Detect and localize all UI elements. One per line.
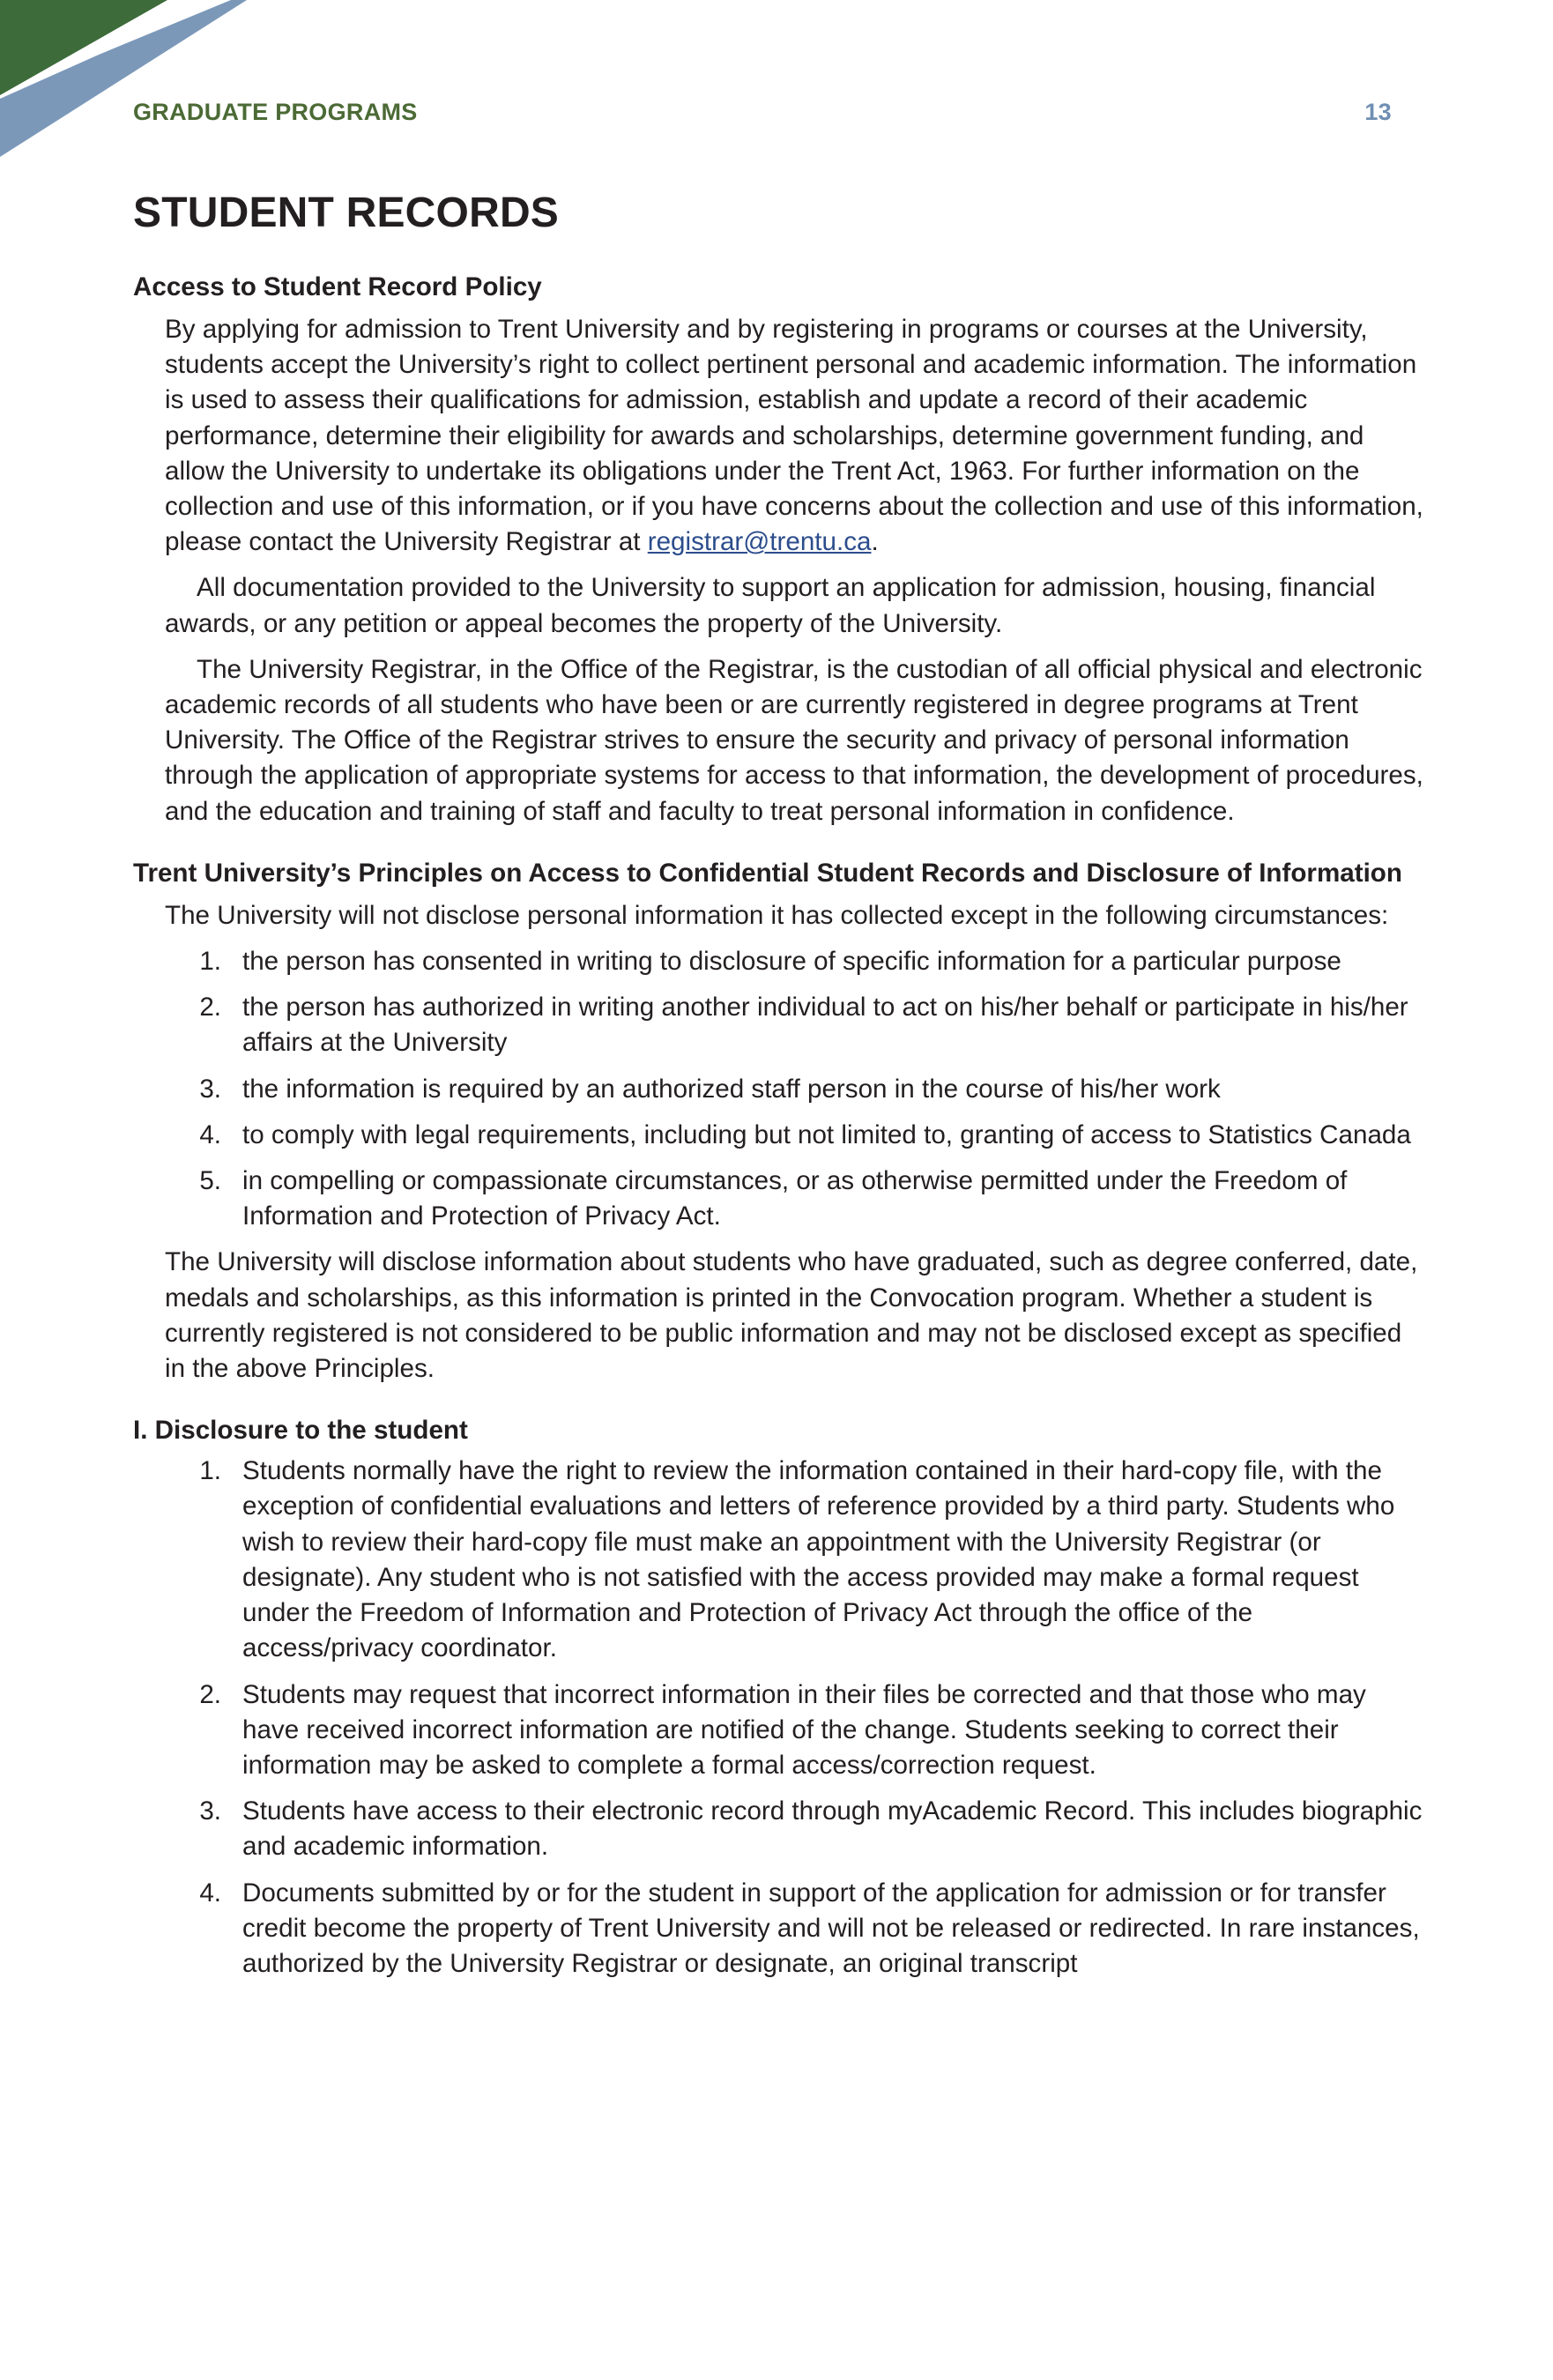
list-item-number: 3. bbox=[199, 1796, 221, 1826]
list-item-text: the person has consented in writing to disclosure of specific information for a particular purpose bbox=[242, 947, 1341, 977]
list-item-number: 5. bbox=[199, 1166, 221, 1196]
list-item bbox=[165, 1677, 1429, 1784]
registrar-email-link[interactable]: registrar@trentu.ca bbox=[647, 527, 872, 557]
principles-heading: Trent University’s Principles on Access to Confidential Student Records and Disclosure of Information bbox=[133, 858, 1402, 888]
list-item-number: 4. bbox=[199, 1119, 221, 1149]
disclosure-section bbox=[133, 1413, 1429, 1982]
list-item bbox=[165, 990, 1429, 1060]
section-label: GRADUATE PROGRAMS bbox=[133, 99, 418, 125]
list-item-text: to comply with legal requirements, including but not limited to, granting of access to Statistics Canada bbox=[242, 1119, 1411, 1149]
list-item-number: 3. bbox=[199, 1074, 221, 1104]
principles-section bbox=[133, 856, 1429, 1387]
page-content bbox=[133, 187, 1429, 1992]
list-item-text: in compelling or compassionate circumstances, or as otherwise permitted under the Freedom of Information and Protection of Privacy Act. bbox=[242, 1166, 1348, 1231]
principles-intro: The University will not disclose personal information it has collected except in the following circumstances: bbox=[165, 900, 1389, 930]
list-item-text: Students have access to their electronic record through myAcademic Record. This includes biographic and academic information. bbox=[242, 1796, 1423, 1862]
access-policy-p1-end: . bbox=[871, 527, 879, 557]
list-item-text: Documents submitted by or for the student in support of the application for admission or for transfer credit become the property of Trent University and will not be released or redirected. In rare instances, authorized by the University Registrar or designate, an original transcript bbox=[242, 1878, 1420, 1978]
list-item-text: the information is required by an authorized staff person in the course of his/her work bbox=[242, 1074, 1221, 1104]
access-policy-paragraph-2: All documentation provided to the University to support an application for admission, housing, financial awards, or any petition or appeal becomes the property of the University. bbox=[165, 573, 1376, 638]
access-policy-p1-text: By applying for admission to Trent University and by registering in programs or courses at the University, students accept the University’s right to collect pertinent personal and academic information. The information is used to assess their qualifications for admission, establish and update a record of their academic performance, determine their eligibility for awards and scholarships, determine government funding, and allow the University to undertake its obligations under the Trent Act, 1963. For further information on the collection and use of this information, or if you have concerns about the collection and use of this information, please contact the University Registrar at bbox=[165, 315, 1423, 557]
list-item-text: Students may request that incorrect information in their files be corrected and that those who may have received incorrect information are notified of the change. Students seeking to correct their information may be asked to complete a formal access/correction request. bbox=[242, 1679, 1366, 1780]
list-item-number: 2. bbox=[199, 1679, 221, 1709]
principles-list bbox=[165, 944, 1429, 1234]
list-item bbox=[165, 1118, 1429, 1153]
access-policy-section bbox=[133, 270, 1429, 829]
list-item-number: 4. bbox=[199, 1878, 221, 1908]
list-item bbox=[165, 1072, 1429, 1107]
list-item bbox=[165, 1794, 1429, 1864]
list-item-number: 1. bbox=[199, 1456, 221, 1486]
list-item-number: 2. bbox=[199, 993, 221, 1023]
list-item bbox=[165, 944, 1429, 979]
access-policy-heading: Access to Student Record Policy bbox=[133, 272, 542, 301]
list-item-text: the person has authorized in writing another individual to act on his/her behalf or participate in his/her affairs at the University bbox=[242, 993, 1408, 1058]
principles-closing: The University will disclose information about students who have graduated, such as degree conferred, date, medals and scholarships, as this information is printed in the Convocation program. Whether a student is currently registered is not considered to be public information and may not be disclosed except as specified in the above Principles. bbox=[165, 1247, 1418, 1384]
page-title: STUDENT RECORDS bbox=[133, 190, 560, 236]
list-item bbox=[165, 1454, 1429, 1666]
page-number: 13 bbox=[1364, 99, 1392, 125]
list-item-text: Students normally have the right to review the information contained in their hard-copy file, with the exception of confidential evaluations and letters of reference provided by a third party. Students who wish to review their hard-copy file must make an appointment with the University Registrar (or designate). Any student who is not satisfied with the access provided may make a formal request under the Freedom of Information and Protection of Privacy Act through the office of the access/privacy coordinator. bbox=[242, 1456, 1395, 1663]
list-item bbox=[165, 1876, 1429, 1982]
access-policy-paragraph-3: The University Registrar, in the Office of the Registrar, is the custodian of all official physical and electronic academic records of all students who have been or are currently registered in degree programs at Trent University. The Office of the Registrar strives to ensure the security and privacy of personal information through the application of appropriate systems for access to that information, the development of procedures, and the education and training of staff and faculty to treat personal information in confidence. bbox=[165, 654, 1423, 826]
disclosure-heading: I. Disclosure to the student bbox=[133, 1416, 468, 1446]
list-item bbox=[165, 1164, 1429, 1234]
list-item-number: 1. bbox=[199, 947, 221, 977]
corner-decoration bbox=[0, 0, 247, 159]
access-policy-paragraph-1 bbox=[165, 312, 1429, 560]
disclosure-list bbox=[165, 1454, 1429, 1982]
running-header bbox=[133, 99, 1392, 126]
